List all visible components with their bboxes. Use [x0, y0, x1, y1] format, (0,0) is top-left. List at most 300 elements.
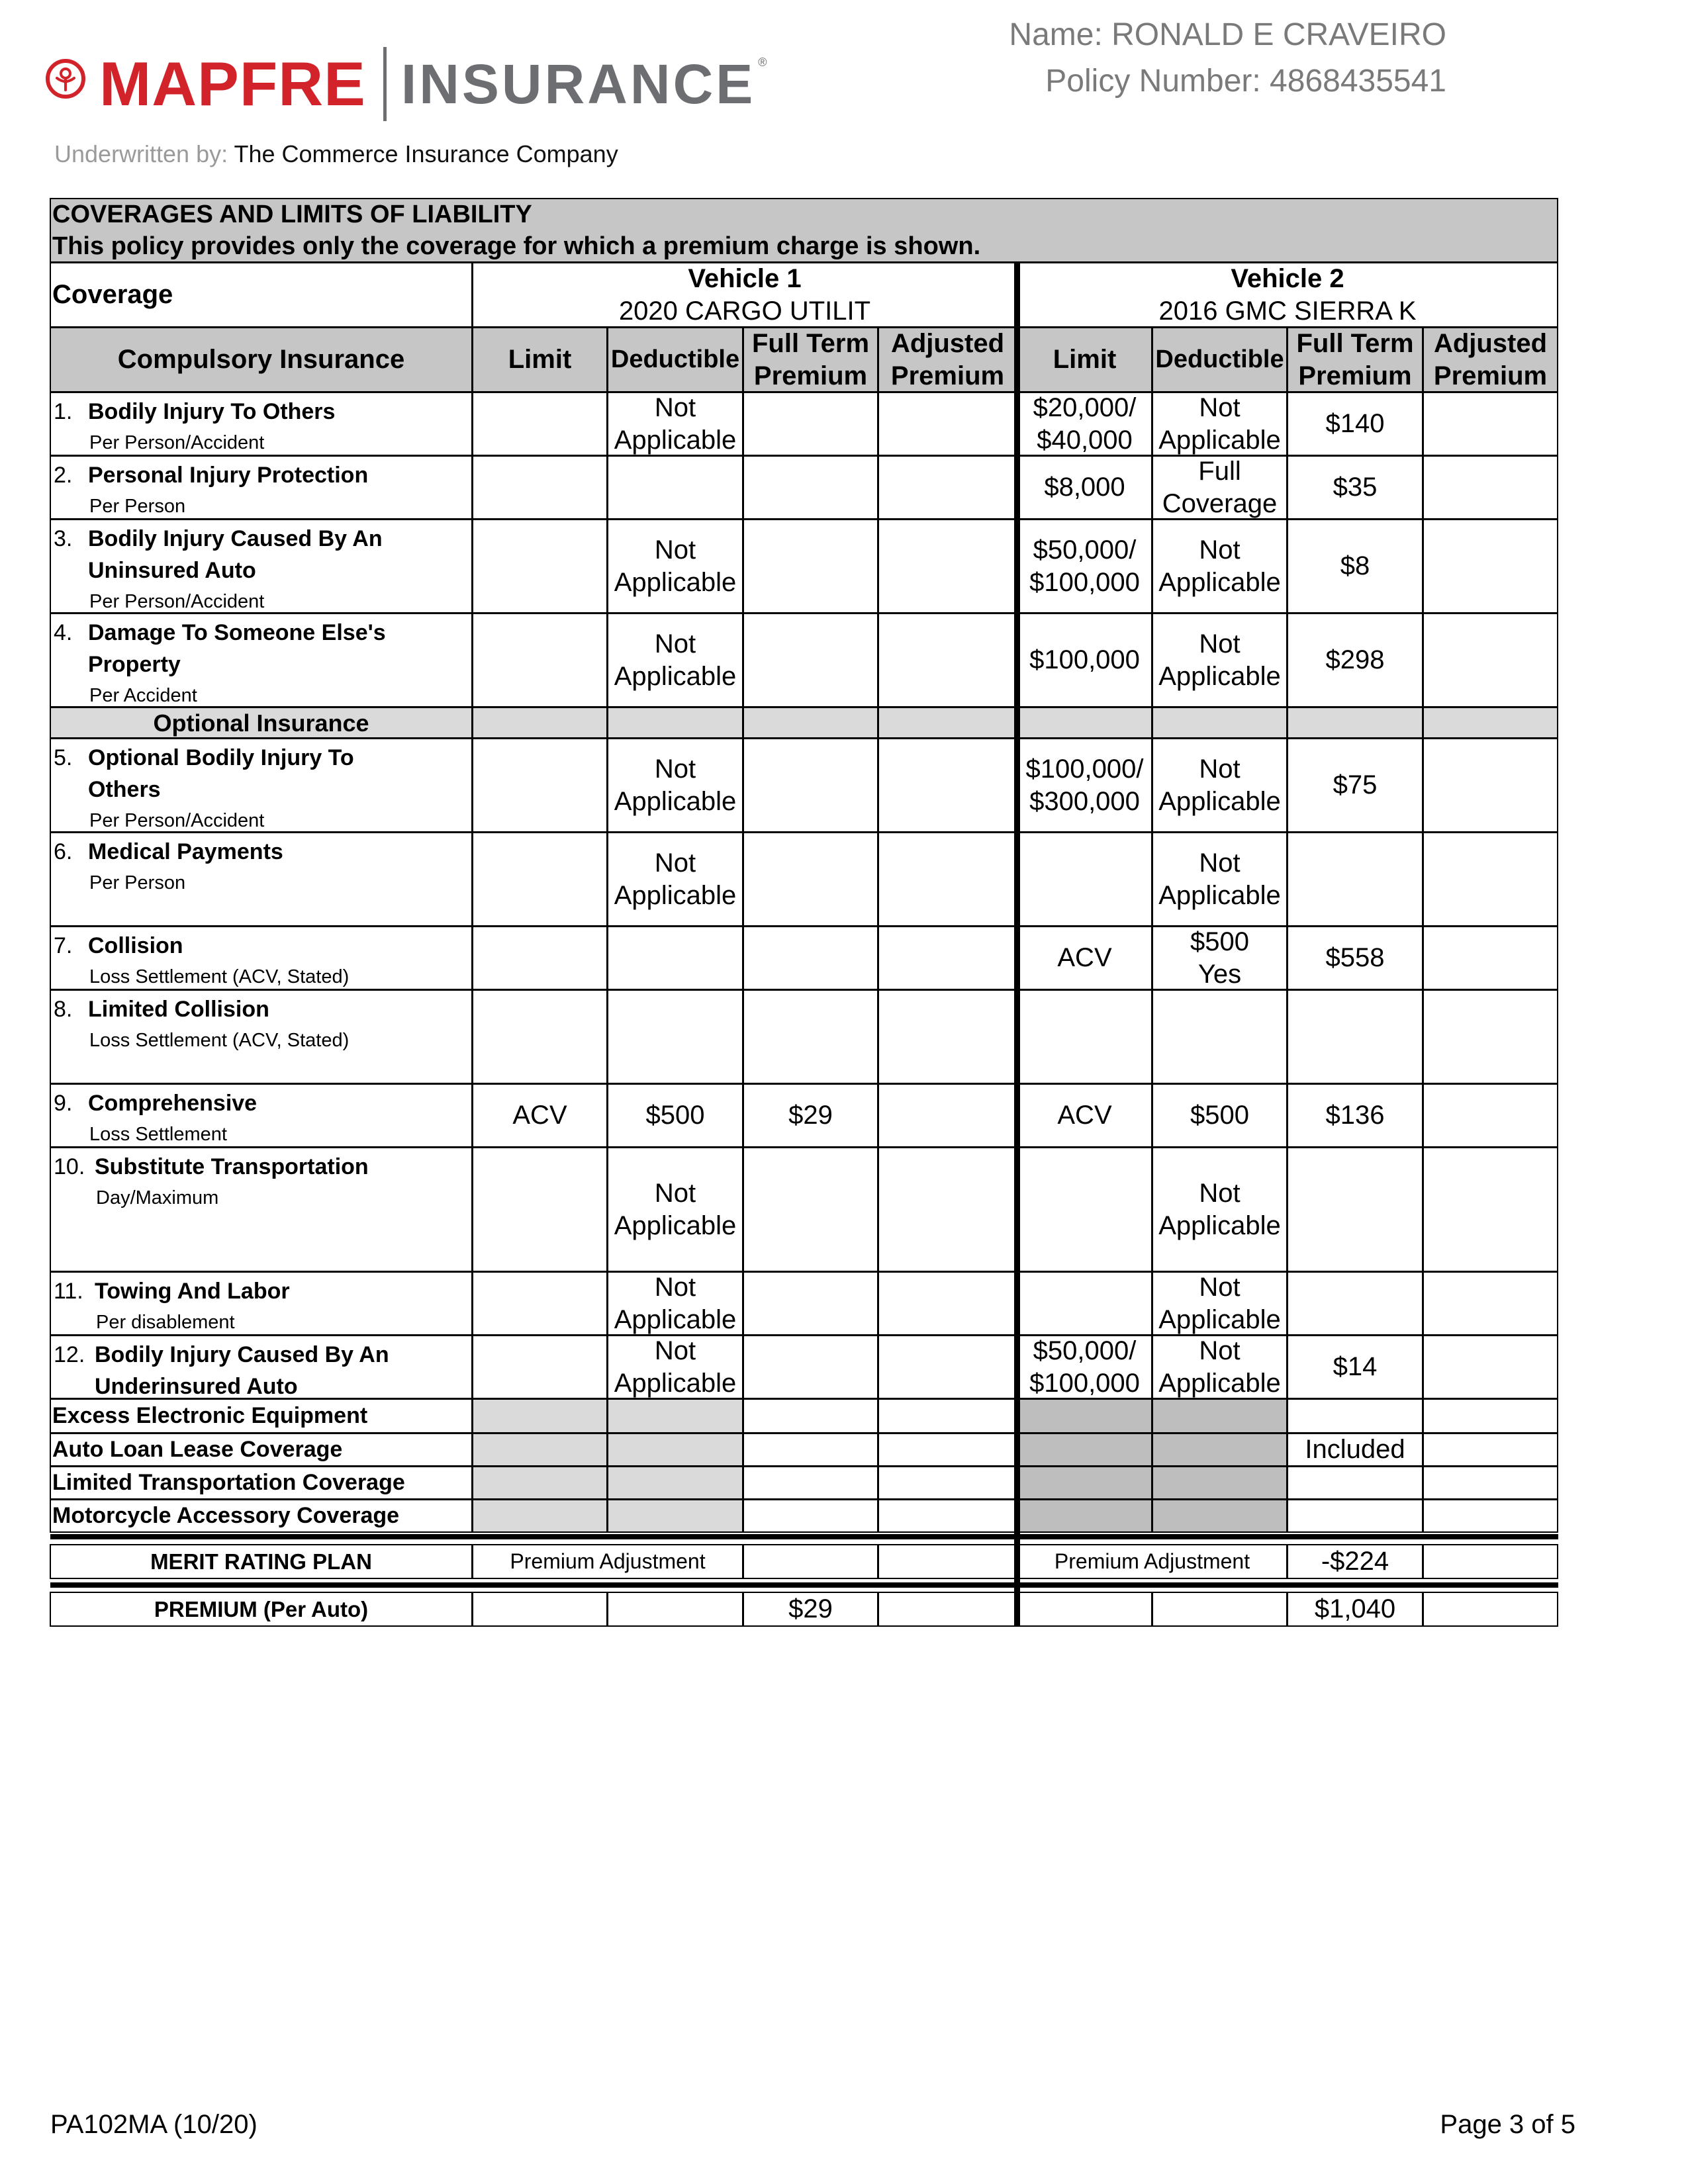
coverage-title — [51, 930, 183, 962]
vehicle-2-limit-cell — [1017, 1147, 1152, 1272]
coverage-row-label — [50, 738, 473, 833]
vehicle-1-limit-cell — [472, 455, 608, 520]
cell-value: $100,000 — [1029, 567, 1140, 597]
vehicle-2-adjusted-premium-cell — [1423, 1499, 1558, 1533]
vehicle-1-deductible-cell — [607, 926, 743, 990]
coverage-number: 4. — [54, 620, 73, 645]
vehicle-1-merit-adjustment — [472, 1544, 743, 1579]
coverage-header — [50, 262, 473, 328]
coverage-title — [51, 1371, 298, 1399]
section-spacer — [1152, 707, 1288, 739]
vehicle-2-deductible-cell — [1152, 392, 1288, 456]
cell-value: Included — [1305, 1435, 1405, 1464]
vehicle-1-limit-cell — [472, 926, 608, 990]
vehicle-2-limit-cell — [1017, 1466, 1152, 1500]
vehicle-divider — [1014, 263, 1020, 1627]
vehicle-1-full-term-premium-cell — [743, 613, 878, 707]
cell-value: Applicable — [614, 786, 737, 816]
merit-adjustment-text: Premium Adjustment — [1054, 1549, 1250, 1573]
vehicle-2-limit-cell — [1017, 1335, 1152, 1399]
coverage-title — [51, 1339, 389, 1371]
cell-value: $35 — [1333, 473, 1378, 502]
vehicle-1-adjusted-premium-cell — [878, 613, 1017, 707]
vehicle-2-deductible-cell — [1152, 1433, 1288, 1467]
cell-value: $136 — [1325, 1101, 1385, 1130]
coverage-label: Coverage — [52, 280, 173, 309]
column-label: Premium — [753, 361, 868, 390]
cell-value: $75 — [1333, 770, 1378, 799]
mapfre-logo-icon — [45, 58, 86, 99]
vehicle-1-limit-cell — [472, 1083, 608, 1148]
underwriter-line — [54, 140, 618, 168]
vehicle-2-limit-cell — [1017, 392, 1152, 456]
vehicle-2-full-term-premium-cell — [1287, 1083, 1423, 1148]
vehicle-1-adjusted-premium-cell — [878, 519, 1017, 614]
premium-label — [50, 1592, 473, 1627]
vehicle-2-deductible-cell — [1152, 832, 1288, 927]
vehicle-2-adjusted-premium-cell — [1423, 1335, 1558, 1399]
cell-value: ACV — [1057, 1101, 1112, 1130]
vehicle-1-full-term-premium-cell — [743, 1271, 878, 1336]
compulsory-insurance-label: Compulsory Insurance — [117, 345, 405, 374]
brand-product: INSURANCE — [400, 53, 756, 115]
section-spacer — [472, 707, 608, 739]
vehicle-1-full-term-premium-cell — [743, 455, 878, 520]
cell-value: Not — [654, 848, 696, 878]
brand-logo — [99, 48, 767, 120]
column-label: Limit — [508, 345, 572, 374]
insured-name: Name: RONALD E CRAVEIRO — [1009, 17, 1446, 52]
cell-value: $100,000 — [1029, 645, 1140, 674]
registered-mark: ® — [758, 56, 767, 69]
vehicle-2-full-term-premium-cell — [1287, 1433, 1423, 1467]
cell-value: Applicable — [614, 1210, 737, 1240]
cell-value: Full — [1198, 456, 1241, 486]
section-spacer — [1423, 707, 1558, 739]
vehicle-1-full-term-premium-cell — [743, 1083, 878, 1148]
coverage-number: 11. — [54, 1279, 83, 1304]
cell-value: $500 — [1190, 927, 1249, 956]
coverage-name: Comprehensive — [88, 1091, 258, 1116]
cell-value: Not — [654, 1178, 696, 1208]
vehicle-1-header — [472, 262, 1017, 328]
form-number: PA102MA (10/20) — [50, 2110, 258, 2139]
cell-value: Applicable — [1158, 786, 1281, 816]
extra-coverage-label — [50, 1398, 473, 1433]
vehicle-2-limit-cell — [1017, 455, 1152, 520]
coverage-row-label — [50, 455, 473, 520]
vehicle-1-deductible-cell — [607, 1147, 743, 1272]
column-label: Premium — [1298, 361, 1412, 390]
compulsory-insurance-header — [50, 327, 473, 392]
coverage-name: Bodily Injury Caused By An — [88, 526, 383, 551]
vehicle-1-full-term-premium-cell — [743, 1335, 878, 1399]
coverage-row-label — [50, 926, 473, 990]
vehicle-2-limit-cell — [1017, 926, 1152, 990]
extra-coverage-name: Limited Transportation Coverage — [52, 1470, 405, 1495]
vehicle-1-deductible-cell — [607, 1271, 743, 1336]
coverage-detail: Day/Maximum — [96, 1187, 219, 1208]
vehicle-2-deductible-header — [1152, 327, 1288, 392]
coverage-title — [51, 774, 161, 805]
column-label: Deductible — [1155, 345, 1284, 373]
cell-value: $558 — [1325, 943, 1385, 972]
vehicle-1-full-term-premium-header — [743, 327, 878, 392]
vehicle-1-deductible-cell — [607, 832, 743, 927]
coverage-detail: Loss Settlement — [89, 1124, 227, 1145]
vehicle-1-adjusted-premium-cell — [878, 1433, 1017, 1467]
vehicle-1-deductible-cell — [607, 989, 743, 1084]
vehicle-2-deductible-cell — [1152, 738, 1288, 833]
vehicle-1-deductible-cell — [607, 1466, 743, 1500]
vehicle-2-full-term-premium-cell — [1287, 1335, 1423, 1399]
vehicle-1-full-term-premium-cell — [743, 926, 878, 990]
vehicle-1-adjusted-premium-cell — [878, 1499, 1017, 1533]
vehicle-2-name: Vehicle 2 — [1231, 263, 1344, 293]
cell-value: Not — [1199, 629, 1241, 659]
premium-cell — [743, 1592, 878, 1627]
coverage-number: 9. — [54, 1091, 73, 1116]
extra-coverage-name: Excess Electronic Equipment — [52, 1403, 368, 1428]
coverage-name: Personal Injury Protection — [88, 463, 369, 488]
cell-value: Not — [1199, 392, 1241, 422]
cell-value: Applicable — [614, 425, 737, 455]
vehicle-2-deductible-cell — [1152, 1147, 1288, 1272]
vehicle-2-desc: 2016 GMC SIERRA K — [1158, 296, 1417, 326]
coverage-number: 8. — [54, 997, 73, 1022]
coverage-title — [51, 617, 386, 649]
vehicle-2-merit-adjustment — [1017, 1544, 1288, 1579]
section-spacer — [878, 707, 1017, 739]
column-label: Limit — [1053, 345, 1117, 374]
coverage-row-label — [50, 613, 473, 707]
coverage-name: Others — [88, 777, 161, 802]
cell-value: $8,000 — [1044, 473, 1125, 502]
vehicle-2-deductible-cell — [1152, 1499, 1288, 1533]
cell-value: Applicable — [614, 661, 737, 691]
vehicle-1-limit-cell — [472, 989, 608, 1084]
coverage-name: Bodily Injury To Others — [88, 399, 336, 424]
vehicle-1-adjusted-premium-cell — [878, 832, 1017, 927]
vehicle-2-deductible-cell — [1152, 1271, 1288, 1336]
vehicle-1-name: Vehicle 1 — [688, 263, 802, 293]
vehicle-2-deductible-cell — [1152, 989, 1288, 1084]
cell-value: $140 — [1325, 409, 1385, 438]
vehicle-1-limit-cell — [472, 1335, 608, 1399]
cell-value: Not — [1199, 535, 1241, 565]
vehicle-2-adjusted-premium-cell — [1423, 1147, 1558, 1272]
extra-coverage-name: Auto Loan Lease Coverage — [52, 1437, 343, 1462]
vehicle-1-limit-cell — [472, 1499, 608, 1533]
vehicle-1-limit-cell — [472, 1271, 608, 1336]
vehicle-2-deductible-cell — [1152, 926, 1288, 990]
premium-cell — [607, 1592, 743, 1627]
coverage-name: Towing And Labor — [95, 1279, 290, 1304]
vehicle-1-deductible-cell — [607, 455, 743, 520]
vehicle-1-full-term-premium-cell — [743, 519, 878, 614]
cell-value: Yes — [1197, 959, 1242, 989]
cell-value: Not — [654, 1272, 696, 1302]
cell-value: Applicable — [614, 880, 737, 910]
extra-coverage-label — [50, 1466, 473, 1500]
cell-value: Coverage — [1162, 488, 1278, 518]
vehicle-1-adjusted-premium-cell — [878, 1335, 1017, 1399]
premium-cell — [878, 1592, 1017, 1627]
coverage-title — [51, 993, 269, 1025]
vehicle-2-deductible-cell — [1152, 1335, 1288, 1399]
vehicle-1-full-term-premium-cell — [743, 989, 878, 1084]
optional-insurance-header — [50, 707, 473, 739]
premium-cell — [472, 1592, 608, 1627]
premium-cell — [1423, 1592, 1558, 1627]
vehicle-2-adjusted-premium-cell — [1423, 1398, 1558, 1433]
page-number: Page 3 of 5 — [1440, 2110, 1575, 2139]
vehicle-1-limit-cell — [472, 1147, 608, 1272]
vehicle-2-full-term-premium-cell — [1287, 455, 1423, 520]
column-label: Full Term — [751, 328, 870, 358]
cell-value: $14 — [1333, 1352, 1378, 1381]
coverage-detail: Per Person/Accident — [89, 591, 265, 612]
coverage-title — [51, 555, 256, 586]
vehicle-2-limit-cell — [1017, 1083, 1152, 1148]
column-label: Adjusted — [890, 328, 1005, 358]
vehicle-1-full-term-premium-cell — [743, 1499, 878, 1533]
vehicle-2-limit-header — [1017, 327, 1152, 392]
coverage-row-label — [50, 1147, 473, 1272]
coverage-row-label — [50, 1083, 473, 1148]
vehicle-1-full-term-premium-cell — [743, 1466, 878, 1500]
vehicle-1-deductible-cell — [607, 392, 743, 456]
cell-value: Not — [654, 754, 696, 784]
vehicle-1-deductible-cell — [607, 1398, 743, 1433]
table-title: COVERAGES AND LIMITS OF LIABILITY — [52, 201, 532, 228]
coverage-title — [51, 649, 181, 680]
cell-value: $100,000/ — [1025, 754, 1144, 784]
vehicle-1-deductible-cell — [607, 1433, 743, 1467]
coverage-row-label — [50, 832, 473, 927]
coverage-detail: Per Accident — [89, 685, 197, 706]
vehicle-2-adjusted-premium-cell — [1423, 613, 1558, 707]
cell-value: $50,000/ — [1033, 1336, 1137, 1365]
vehicle-2-full-term-premium-cell — [1287, 1466, 1423, 1500]
coverage-number: 7. — [54, 933, 73, 958]
coverage-detail: Per Person/Accident — [89, 810, 265, 831]
cell-value: $300,000 — [1029, 786, 1140, 816]
premium-cell — [1152, 1592, 1288, 1627]
vehicle-1-full-term-premium-cell — [743, 1433, 878, 1467]
column-label: Adjusted — [1433, 328, 1548, 358]
coverage-detail: Per Person — [89, 496, 186, 517]
vehicle-1-deductible-cell — [607, 613, 743, 707]
vehicle-1-adjusted-premium-cell — [878, 1398, 1017, 1433]
vehicle-2-adjusted-premium-cell — [1423, 926, 1558, 990]
cell-value: $500 — [645, 1101, 705, 1130]
vehicle-2-adjusted-premium-cell — [1423, 989, 1558, 1084]
coverage-title — [51, 1087, 257, 1119]
table-separator — [50, 1582, 1558, 1588]
cell-value: Applicable — [1158, 567, 1281, 597]
vehicle-1-deductible-header — [607, 327, 743, 392]
vehicle-1-adjusted-premium-cell — [878, 738, 1017, 833]
vehicle-1-limit-cell — [472, 613, 608, 707]
vehicle-1-limit-cell — [472, 1398, 608, 1433]
merit-rating-plan: MERIT RATING PLAN — [150, 1549, 372, 1574]
vehicle-2-deductible-cell — [1152, 613, 1288, 707]
vehicle-1-limit-cell — [472, 1466, 608, 1500]
insured-info — [1009, 12, 1446, 105]
coverage-name: Damage To Someone Else's — [88, 620, 386, 645]
cell-value: $40,000 — [1037, 425, 1133, 455]
coverage-number: 5. — [54, 745, 73, 770]
vehicle-1-limit-cell — [472, 832, 608, 927]
column-label: Premium — [890, 361, 1005, 390]
coverage-title — [51, 396, 335, 428]
coverage-table — [50, 199, 1639, 1698]
cell-value: Not — [654, 1336, 696, 1365]
extra-coverage-label — [50, 1433, 473, 1467]
cell-value: Applicable — [1158, 425, 1281, 455]
cell-value: Not — [1199, 1272, 1241, 1302]
cell-value: Applicable — [614, 567, 737, 597]
vehicle-2-limit-cell — [1017, 1398, 1152, 1433]
vehicle-1-adjusted-premium-header — [878, 327, 1017, 392]
vehicle-2-deductible-cell — [1152, 455, 1288, 520]
cell-value: Not — [654, 629, 696, 659]
coverage-title — [51, 1275, 290, 1307]
vehicle-1-limit-cell — [472, 392, 608, 456]
cell-value: $500 — [1190, 1101, 1249, 1130]
vehicle-1-adjusted-premium-cell — [878, 455, 1017, 520]
vehicle-2-full-term-premium-cell — [1287, 738, 1423, 833]
vehicle-2-full-term-premium-cell — [1287, 1271, 1423, 1336]
vehicle-2-deductible-cell — [1152, 1083, 1288, 1148]
coverage-title — [51, 459, 368, 491]
vehicle-1-adjusted-premium-cell — [878, 989, 1017, 1084]
vehicle-2-limit-cell — [1017, 1499, 1152, 1533]
section-spacer — [1017, 707, 1152, 739]
coverage-row-label — [50, 1335, 473, 1399]
vehicle-1-merit-full-term — [743, 1544, 878, 1579]
vehicle-1-adjusted-premium-cell — [878, 1271, 1017, 1336]
vehicle-2-adjusted-premium-cell — [1423, 1433, 1558, 1467]
coverage-name: Uninsured Auto — [88, 558, 256, 583]
vehicle-2-premium-total: $1,040 — [1314, 1594, 1396, 1623]
table-subtitle: This policy provides only the coverage for which a premium charge is shown. — [52, 232, 981, 260]
vehicle-2-adjusted-premium-header — [1423, 327, 1558, 392]
coverage-title — [51, 836, 283, 868]
coverage-number: 2. — [54, 463, 73, 488]
extra-coverage-name: Motorcycle Accessory Coverage — [52, 1503, 400, 1528]
vehicle-1-adjusted-premium-cell — [878, 392, 1017, 456]
coverage-title — [51, 742, 354, 774]
vehicle-2-limit-cell — [1017, 519, 1152, 614]
table-separator — [50, 1534, 1558, 1539]
vehicle-1-deductible-cell — [607, 519, 743, 614]
vehicle-2-full-term-premium-header — [1287, 327, 1423, 392]
column-label: Full Term — [1296, 328, 1414, 358]
cell-value: Applicable — [1158, 661, 1281, 691]
vehicle-2-adjusted-premium-cell — [1423, 1083, 1558, 1148]
cell-value: Not — [654, 535, 696, 565]
vehicle-1-limit-cell — [472, 738, 608, 833]
vehicle-1-full-term-premium-cell — [743, 392, 878, 456]
cell-value: $8 — [1340, 551, 1370, 580]
coverage-title — [51, 1151, 369, 1183]
cell-value: $50,000/ — [1033, 535, 1137, 565]
vehicle-2-adjusted-premium-cell — [1423, 519, 1558, 614]
coverage-name: Substitute Transportation — [95, 1154, 369, 1179]
underwriter-name: The Commerce Insurance Company — [234, 140, 618, 167]
cell-value: Applicable — [1158, 1304, 1281, 1334]
coverage-name: Property — [88, 652, 181, 677]
coverage-detail: Loss Settlement (ACV, Stated) — [89, 1030, 350, 1051]
vehicle-2-adjusted-premium-cell — [1423, 455, 1558, 520]
coverage-row-label — [50, 989, 473, 1084]
vehicle-1-adjusted-premium-cell — [878, 1083, 1017, 1148]
coverage-number: 3. — [54, 526, 73, 551]
cell-value: Not — [1199, 1178, 1241, 1208]
vehicle-2-adjusted-premium-cell — [1423, 1271, 1558, 1336]
section-spacer — [743, 707, 878, 739]
vehicle-2-adjusted-premium-cell — [1423, 832, 1558, 927]
cell-value: -$224 — [1321, 1547, 1389, 1576]
vehicle-1-deductible-cell — [607, 738, 743, 833]
coverage-detail: Per Person/Accident — [89, 432, 265, 453]
coverage-name: Optional Bodily Injury To — [88, 745, 354, 770]
vehicle-1-full-term-premium-cell — [743, 738, 878, 833]
vehicle-2-deductible-cell — [1152, 519, 1288, 614]
merit-adjustment-text: Premium Adjustment — [510, 1549, 706, 1573]
column-label: Premium — [1433, 361, 1548, 390]
vehicle-1-adjusted-premium-cell — [878, 1147, 1017, 1272]
coverage-row-label — [50, 519, 473, 614]
vehicle-1-adjusted-premium-cell — [878, 1466, 1017, 1500]
vehicle-2-merit-full-term — [1287, 1544, 1423, 1579]
table-title-band — [50, 198, 1558, 263]
vehicle-2-adjusted-premium-cell — [1423, 392, 1558, 456]
vehicle-2-limit-cell — [1017, 738, 1152, 833]
vehicle-2-full-term-premium-cell — [1287, 1147, 1423, 1272]
premium-per-auto: PREMIUM (Per Auto) — [154, 1597, 369, 1621]
vehicle-1-full-term-premium-cell — [743, 1147, 878, 1272]
coverage-number: 6. — [54, 839, 73, 864]
vehicle-2-full-term-premium-cell — [1287, 989, 1423, 1084]
vehicle-1-full-term-premium-cell — [743, 832, 878, 927]
coverage-detail: Loss Settlement (ACV, Stated) — [89, 966, 350, 987]
cell-value: ACV — [1057, 943, 1112, 972]
vehicle-1-deductible-cell — [607, 1499, 743, 1533]
cell-value: $29 — [788, 1101, 833, 1130]
vehicle-1-limit-cell — [472, 519, 608, 614]
vehicle-1-desc: 2020 CARGO UTILIT — [618, 296, 871, 326]
cell-value: Applicable — [1158, 1368, 1281, 1398]
section-spacer — [1287, 707, 1423, 739]
cell-value: $100,000 — [1029, 1368, 1140, 1398]
brand-name: MAPFRE — [99, 49, 366, 118]
vehicle-2-limit-cell — [1017, 989, 1152, 1084]
merit-rating-label — [50, 1544, 473, 1579]
premium-cell — [1017, 1592, 1152, 1627]
column-label: Deductible — [610, 345, 740, 373]
vehicle-2-full-term-premium-cell — [1287, 926, 1423, 990]
cell-value: ACV — [512, 1101, 567, 1130]
vehicle-1-adjusted-premium-cell — [878, 926, 1017, 990]
cell-value: $20,000/ — [1033, 392, 1137, 422]
cell-value: Not — [1199, 754, 1241, 784]
vehicle-2-adjusted-premium-cell — [1423, 1466, 1558, 1500]
vehicle-2-adjusted-premium-cell — [1423, 738, 1558, 833]
vehicle-1-full-term-premium-cell — [743, 1398, 878, 1433]
